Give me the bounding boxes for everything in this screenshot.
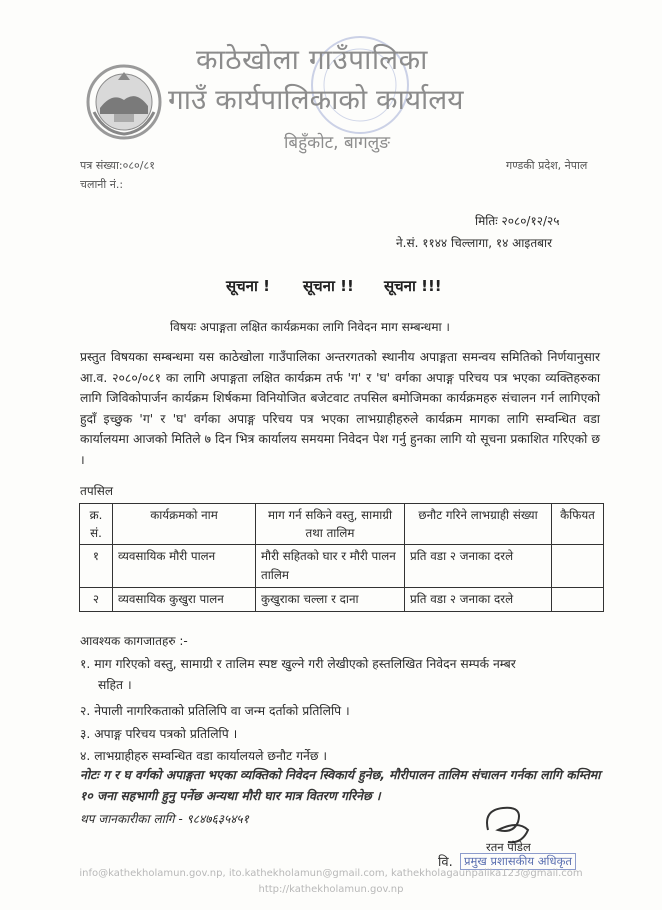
table-header-cell: छनौट गरिने लाभग्राही संख्या	[405, 504, 552, 545]
table-cell: कुखुराका चल्ला र दाना	[256, 588, 405, 612]
date-miti: मितिः २०८०/१२/२५	[475, 214, 560, 228]
docs-title: आवश्यक कागजातहरु :-	[80, 634, 188, 648]
docs-list	[80, 655, 516, 769]
list-item: ४. लाभग्राहीहरु सम्वन्धित वडा कार्यालयले छनौट गर्नेछ ।	[80, 749, 328, 763]
list-item: सहित ।	[98, 678, 132, 692]
notice-word-1: सूचना !	[226, 277, 270, 295]
table-row	[80, 588, 604, 612]
footer-website: http://kathekholamun.gov.np	[258, 884, 404, 895]
list-item: ३. अपाङ्ग परिचय पत्रको प्रतिलिपि ।	[80, 727, 238, 741]
table-cell: मौरी सहितको घार र मौरी पालन तालिम	[256, 545, 405, 588]
table-header-cell: माग गर्न सकिने वस्तु, सामाग्री तथा तालिम	[256, 504, 405, 545]
nepal-emblem-logo	[84, 62, 164, 142]
table-cell: २	[80, 588, 113, 612]
letter-number: पत्र संख्या:०८०/८१	[80, 159, 155, 172]
table-cell	[552, 545, 604, 588]
table-header-cell: क्र. सं.	[80, 504, 113, 545]
footer-emails: info@kathekholamun.gov.np, ito.kathekholamun@gmail.com, kathekholagaunpalika123@gmail.com	[79, 868, 583, 879]
subject-line: विषयः अपाङ्गता लक्षित कार्यक्रमका लागि निवेदन माग सम्बन्धमा ।	[170, 320, 450, 334]
table-header-row	[80, 504, 604, 545]
office-name: गाउँ कार्यपालिकाको कार्यालय	[168, 83, 464, 116]
table-cell	[552, 588, 604, 612]
signatory-name: रतन पौडेल	[486, 840, 531, 854]
table-cell: व्यवसायिक मौरी पालन	[113, 545, 256, 588]
program-table	[79, 503, 604, 612]
notice-body: प्रस्तुत विषयका सम्बन्धमा यस काठेखोला गाउँपालिका अन्तरगतको स्थानीय अपाङ्गता समन्वय समितिको निर्णयानुसार आ.व. २०८०/०८१ का लागि अपाङ्गता लक्षित कार्यक्रम तर्फ 'ग' र 'घ' वर्गका अपाङ्ग परिचय पत्र भएका व्यक्तिहरुका लागि जिविकोपार्जन कार्यक्रम शिर्षकमा विनियोजित बजेटवाट तपसिल बमोजिमका कार्यक्रमहरु संचालन गर्न लागिएको हुदाँ इच्छुक 'ग' र 'घ' वर्गका अपाङ्ग परिचय पत्र भएका लाभग्राहीहरुले कार्यक्रम मागका लागि सम्वन्धित वडा कार्यालयमा आजको मितिले ७ दिन भित्र कार्यालय समयमा निवेदन पेश गर्नु हुनका लागि यो सूचना प्रकाशित गरिएको छ ।	[80, 350, 600, 467]
table-cell: प्रति वडा २ जनाका दरले	[405, 545, 552, 588]
office-address: बिहुँकोट, बागलुङ	[284, 133, 391, 153]
contact-line: थप जानकारीका लागि - ९८४७६३५४५१	[80, 812, 249, 826]
table-cell: १	[80, 545, 113, 588]
date-nepal-sambat: ने.सं. ११४४ चिल्लागा, १४ आइतबार	[396, 236, 553, 250]
table-cell: व्यवसायिक कुखुरा पालन	[113, 588, 256, 612]
signature-prefix: वि.	[438, 855, 453, 870]
notice-word-2: सूचना !!	[303, 277, 354, 295]
signatory-title: प्रमुख प्रशासकीय अधिकृत	[460, 853, 576, 870]
dispatch-number: चलानी नं.:	[80, 178, 124, 191]
province-label: गण्डकी प्रदेश, नेपाल	[506, 159, 588, 172]
table-header-cell: कैफियत	[552, 504, 604, 545]
notice-word-3: सूचना !!!	[384, 277, 442, 295]
note-text: नोटः ग र घ वर्गको अपाङ्गता भएका व्यक्तिको निवेदन स्विकार्य हुनेछ, मौरीपालन तालिम संचालन गर्नका लागि कम्तिमा १० जना सहभागी हुनु पर्नेछ अन्यथा मौरी घार मात्र वितरण गरिनेछ ।	[80, 768, 601, 803]
table-cell: प्रति वडा २ जनाका दरले	[405, 588, 552, 612]
municipality-name: काठेखोला गाउँपालिका	[196, 43, 428, 76]
list-item: २. नेपाली नागरिकताको प्रतिलिपि वा जन्म दर्ताको प्रतिलिपि ।	[80, 704, 350, 718]
list-item: १. माग गरिएको वस्तु, सामाग्री र तालिम स्पष्ट खुल्ने गरी लेखीएको हस्तलिखित निवेदन सम्पर्क नम्बर	[80, 657, 516, 671]
table-row	[80, 545, 604, 588]
tapsil-label: तपसिल	[80, 484, 114, 498]
table-header-cell: कार्यक्रमको नाम	[113, 504, 256, 545]
